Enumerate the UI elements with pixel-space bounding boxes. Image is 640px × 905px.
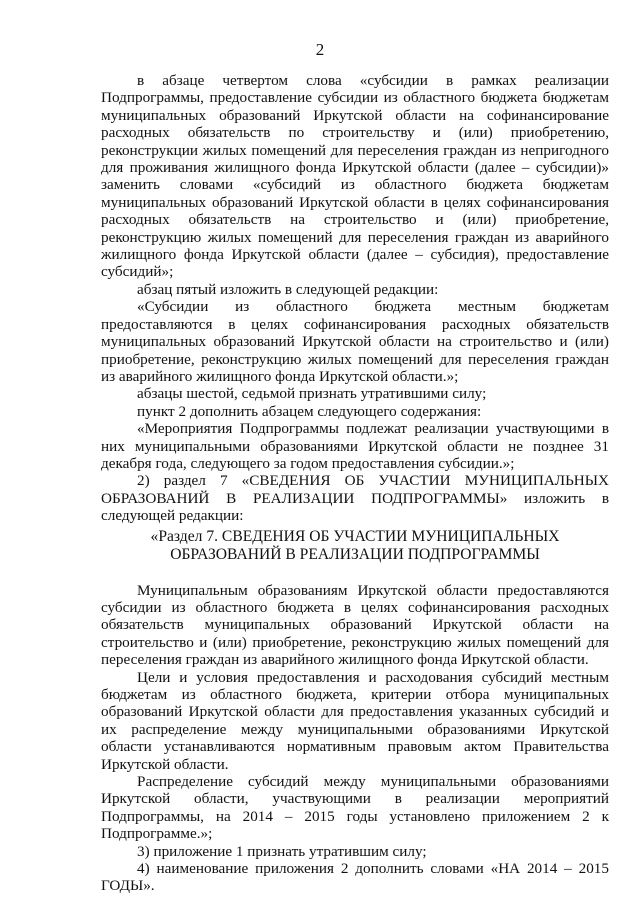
section-heading-line1: «Раздел 7. СВЕДЕНИЯ ОБ УЧАСТИИ МУНИЦИПАЛЬНЫХ bbox=[150, 527, 560, 545]
paragraph-appendix1-void: 3) приложение 1 признать утратившим силу; bbox=[137, 842, 427, 860]
paragraph-appendix2-title: 4) наименование приложения 2 дополнить словами «НА 2014 – 2015 ГОДЫ». bbox=[101, 860, 609, 895]
paragraph-fifth-abzac-intro: абзац пятый изложить в следующей редакции: bbox=[137, 280, 439, 298]
paragraph-subsidies-provided: Муниципальным образованиям Иркутской области предоставляются субсидии из областного бюджета в целях софинансирования расходных обязательств муниципальных образований Иркутской области на строительство и (или) приобретение, реконструкцию жилых помещений для переселения граждан из аварийного жилищного фонда Иркутской области. bbox=[101, 581, 609, 669]
paragraph-distribution: Распределение субсидий между муниципальными образованиями Иркутской области, участвующими в реализации мероприятий Подпрограммы, на 2014 – 2015 годы установлено приложением 2 к Подпрограмме.»; bbox=[101, 773, 609, 843]
paragraph-section7-intro: 2) раздел 7 «СВЕДЕНИЯ ОБ УЧАСТИИ МУНИЦИПАЛЬНЫХ ОБРАЗОВАНИЙ В РЕАЛИЗАЦИИ ПОДПРОГРАММЫ» изложить в следующей редакции: bbox=[101, 472, 609, 525]
paragraph-fifth-abzac-text: «Субсидии из областного бюджета местным бюджетам предоставляются в целях софинансирования расходных обязательств муниципальных образований Иркутской области на строительство и (или) приобретение, реконструкцию жилых помещений для переселения граждан из аварийного жилищного фонда Иркутской области.»; bbox=[101, 298, 609, 385]
page-number: 2 bbox=[315, 40, 325, 59]
paragraph-replace-words: в абзаце четвертом слова «субсидии в рамках реализации Подпрограммы, предоставление субсидии из областного бюджета бюджетам муниципальных образований Иркутской области на софинансирование расходных обязательств по строительству и (или) приобретению, реконструкции жилых помещений для переселения граждан из непригодного для проживания жилищного фонда Иркутской области (далее – субсидии)» заменить словами «субсидий из областного бюджета бюджетам муниципальных образований Иркутской области в целях софинансирования расходных обязательств на строительство и (или) приобретение, реконструкцию жилых помещений для переселения граждан из аварийного жилищного фонда Иркутской области (далее – субсидия), предоставление субсидий»; bbox=[101, 72, 609, 281]
spacer bbox=[101, 564, 609, 582]
paragraph-goals-conditions: Цели и условия предоставления и расходования субсидий местным бюджетам из областного бюджета, критерии отбора муниципальных образований Иркутской области для предоставления указанных субсидий и их распределение между муниципальными образованиями Иркутской области устанавливаются нормативным правовым актом Правительства Иркутской области. bbox=[101, 668, 609, 773]
section-heading bbox=[101, 528, 609, 564]
paragraph-sixth-seventh-void: абзацы шестой, седьмой признать утратившими силу; bbox=[137, 385, 487, 403]
section-heading-line2: ОБРАЗОВАНИЙ В РЕАЛИЗАЦИИ ПОДПРОГРАММЫ bbox=[170, 545, 540, 563]
paragraph-point2-text: «Мероприятия Подпрограммы подлежат реализации участвующими в них муниципальными образованиями Иркутской области не позднее 31 декабря года, следующего за годом предоставления субсидии.»; bbox=[101, 420, 609, 472]
paragraph-point2-intro: пункт 2 дополнить абзацем следующего содержания: bbox=[137, 402, 482, 420]
document-body bbox=[101, 72, 609, 895]
